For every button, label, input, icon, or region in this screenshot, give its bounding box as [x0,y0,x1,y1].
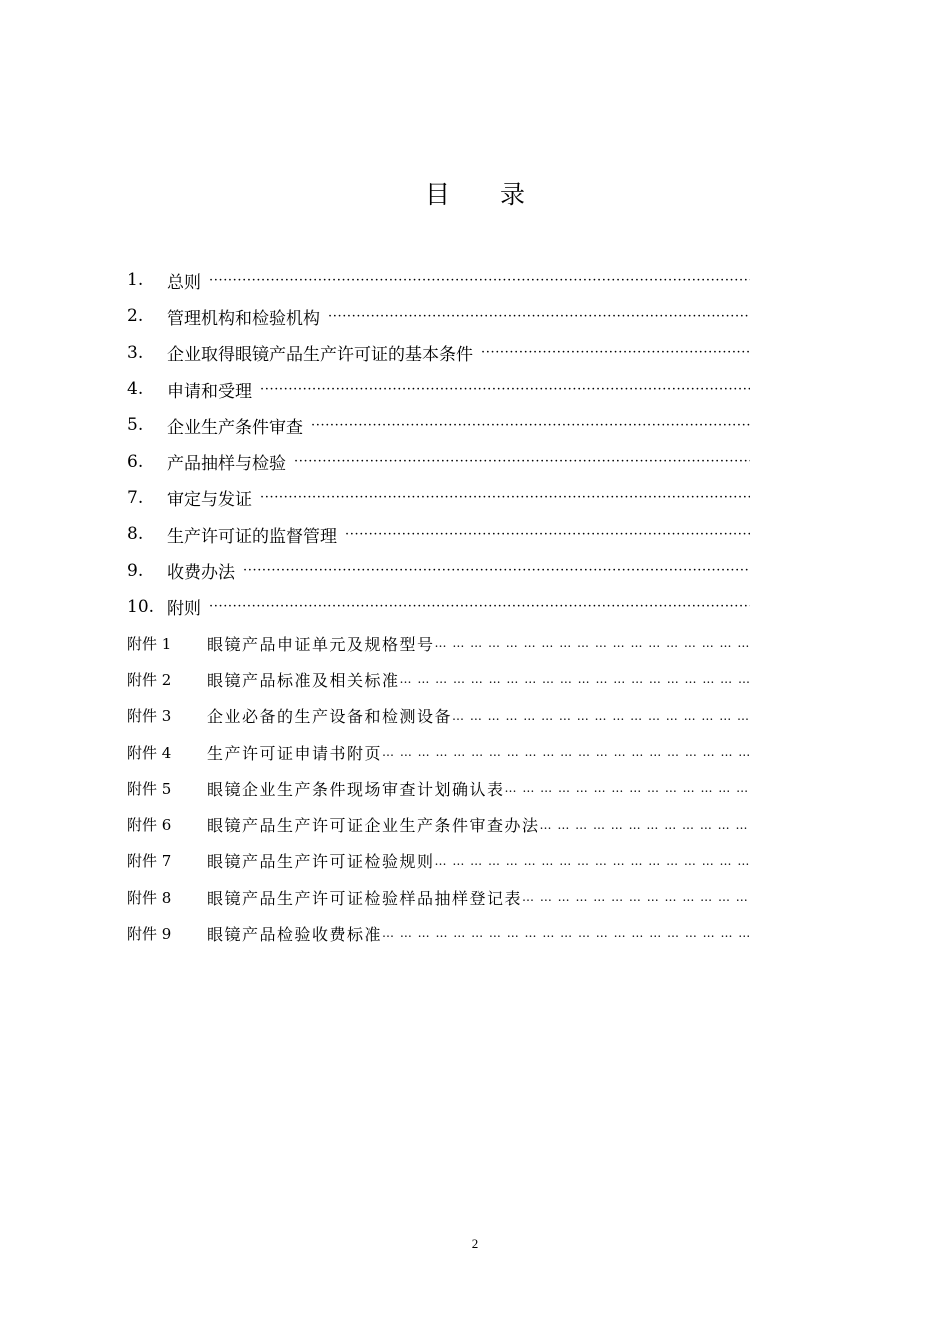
toc-entry[interactable] [127,407,750,443]
toc-entry[interactable] [127,480,750,516]
ellipsis-leader [435,636,750,650]
toc-entry-number: 1. [127,270,144,291]
dot-leader [345,527,750,542]
appendix-entry[interactable] [127,661,750,697]
appendix-entry[interactable] [127,770,750,806]
toc-entry-number: 6. [127,451,144,472]
dot-leader [243,563,750,578]
dot-leader [328,309,750,324]
dot-leader [311,418,750,433]
appendix-entry[interactable] [127,806,750,842]
appendix-title: 眼镜产品检验收费标准 [207,924,383,944]
appendix-number: 附件 4 [127,743,172,762]
toc-entry-title: 收费办法 [167,563,235,584]
toc-entry-title: 企业取得眼镜产品生产许可证的基本条件 [167,345,473,366]
appendix-title: 企业必备的生产设备和检测设备 [207,707,453,727]
toc-entry[interactable] [127,335,750,371]
dot-leader [481,345,750,360]
toc-entry-number: 2. [127,306,144,327]
dot-leader [209,599,750,614]
appendix-entry[interactable] [127,843,750,879]
toc-entry-title: 申请和受理 [167,381,252,402]
ellipsis-leader [435,854,750,868]
table-of-contents [127,262,750,952]
toc-entry-title: 管理机构和检验机构 [167,308,320,329]
ellipsis-leader [400,672,750,686]
appendix-number: 附件 1 [127,634,172,653]
dot-leader [260,490,750,505]
appendix-entry[interactable] [127,625,750,661]
appendix-number: 附件 2 [127,670,172,689]
appendix-number: 附件 9 [127,924,172,943]
appendix-title: 眼镜产品申证单元及规格型号 [207,634,435,654]
appendix-title: 生产许可证申请书附页 [207,743,383,763]
toc-entry-number: 7. [127,487,144,508]
ellipsis-leader [382,745,750,759]
toc-entry-number: 4. [127,379,144,400]
appendix-title: 眼镜产品生产许可证企业生产条件审查办法 [207,816,540,836]
toc-entry[interactable] [127,298,750,334]
ellipsis-leader [382,926,750,940]
appendix-number: 附件 6 [127,816,172,835]
ellipsis-leader [452,709,750,723]
toc-entry[interactable] [127,443,750,479]
appendix-entry[interactable] [127,879,750,915]
appendix-title: 眼镜产品生产许可证检验规则 [207,852,435,872]
toc-entry-title: 产品抽样与检验 [167,454,286,475]
toc-entry-number: 5. [127,415,144,436]
dot-leader [294,454,750,469]
toc-entry-title: 审定与发证 [167,490,252,511]
toc-entry-title: 企业生产条件审查 [167,417,303,438]
toc-entry[interactable] [127,516,750,552]
appendix-title: 眼镜产品标准及相关标准 [207,670,400,690]
page-title: 目录 [424,180,575,209]
dot-leader [260,382,750,397]
toc-entry[interactable] [127,371,750,407]
toc-entry[interactable] [127,589,750,625]
appendix-number: 附件 7 [127,852,172,871]
appendix-number: 附件 8 [127,888,172,907]
ellipsis-leader [540,818,750,832]
toc-entry[interactable] [127,552,750,588]
appendix-number: 附件 3 [127,707,172,726]
page-number: 2 [471,1236,479,1251]
toc-entry-number: 9. [127,560,144,581]
appendix-entry[interactable] [127,734,750,770]
appendix-number: 附件 5 [127,779,172,798]
toc-entry[interactable] [127,262,750,298]
dot-leader [209,273,750,288]
ellipsis-leader [505,781,750,795]
toc-entry-title: 总则 [167,272,201,293]
toc-entry-number: 8. [127,524,144,545]
ellipsis-leader [522,890,750,904]
appendix-entry[interactable] [127,915,750,951]
appendix-title: 眼镜企业生产条件现场审查计划确认表 [207,779,505,799]
toc-entry-number: 3. [127,342,144,363]
toc-entry-number: 10. [127,596,155,617]
toc-entry-title: 生产许可证的监督管理 [167,526,337,547]
toc-entry-title: 附则 [167,599,201,620]
appendix-entry[interactable] [127,698,750,734]
appendix-title: 眼镜产品生产许可证检验样品抽样登记表 [207,888,523,908]
